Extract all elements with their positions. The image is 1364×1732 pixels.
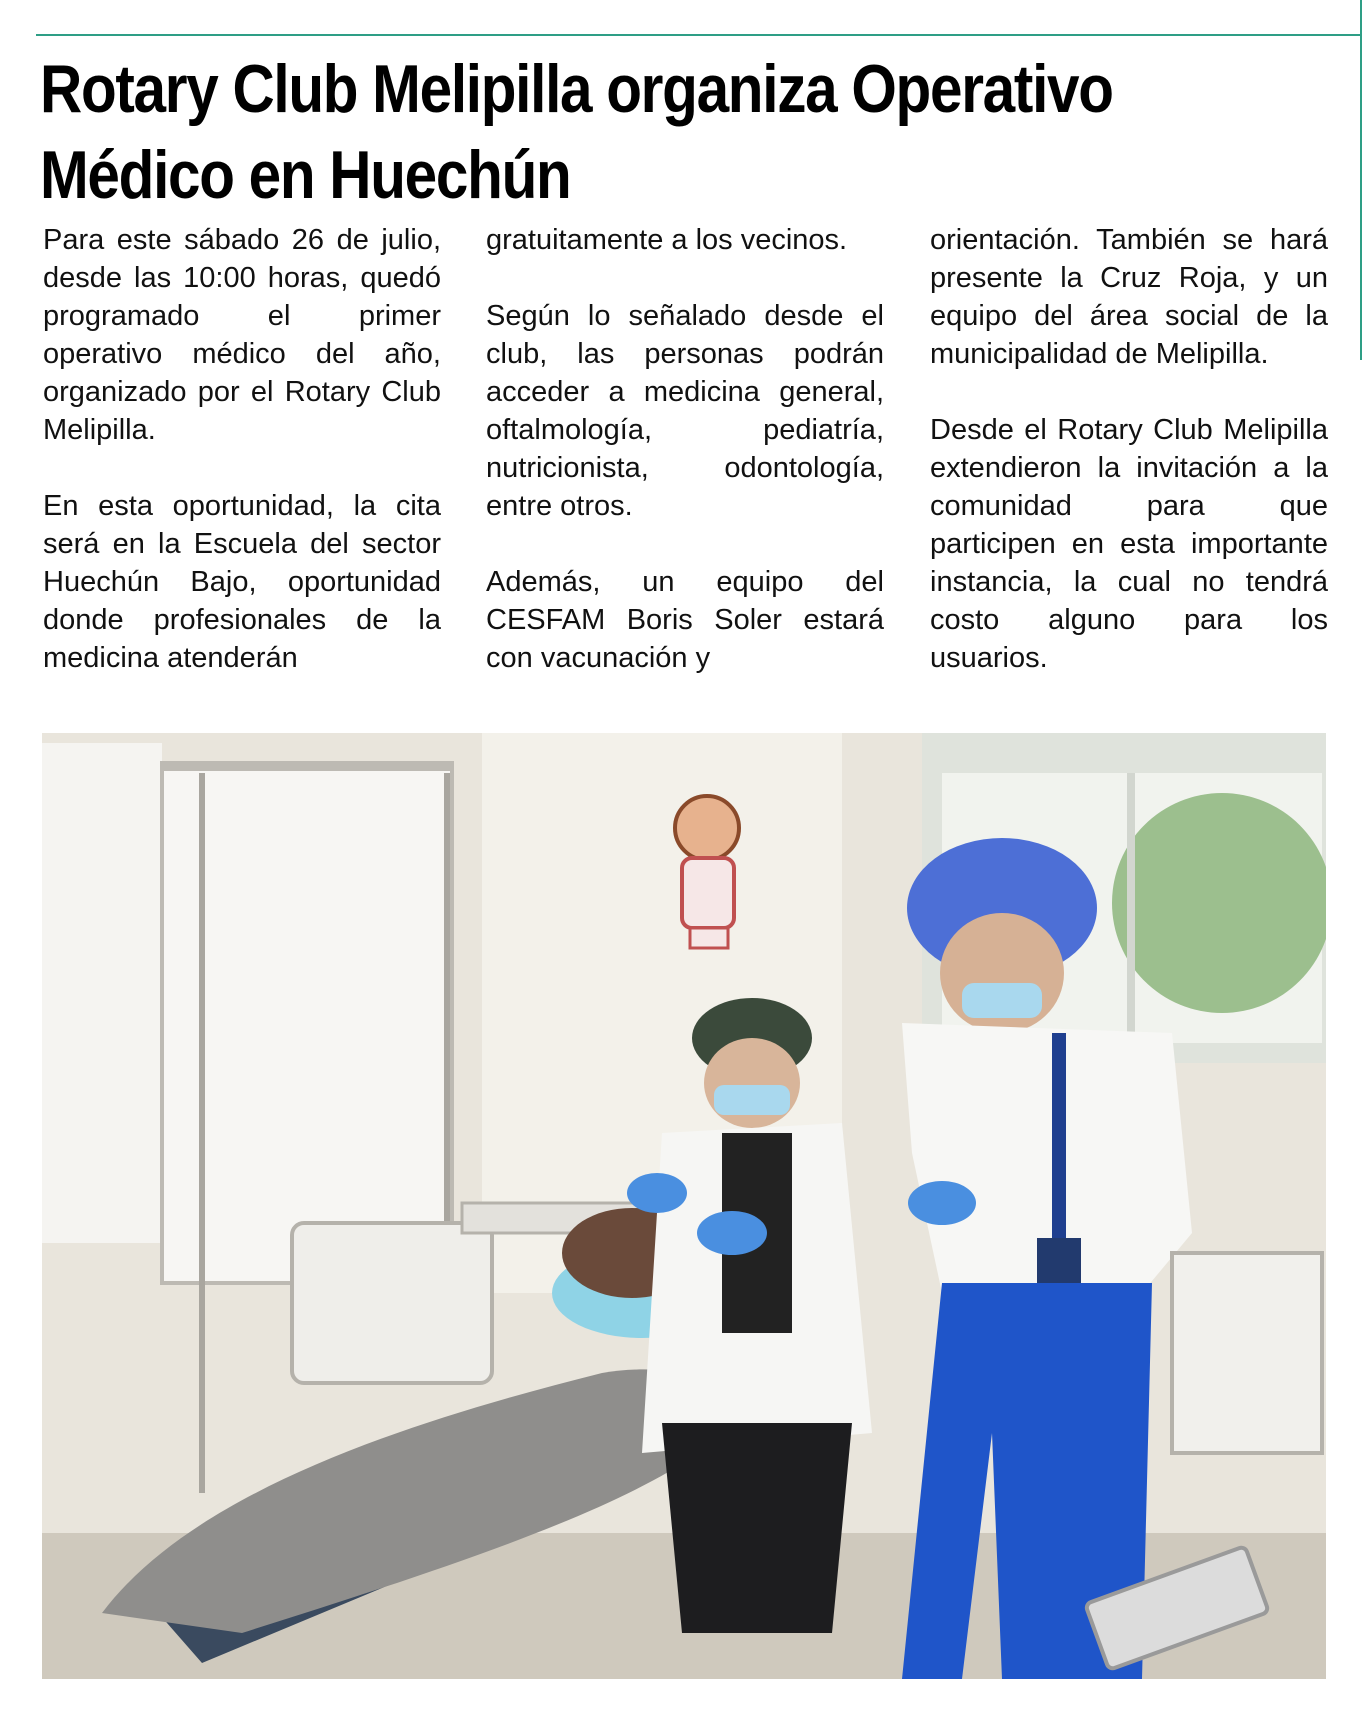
article-column-3 bbox=[930, 221, 1328, 677]
tree-foliage bbox=[1112, 793, 1326, 1013]
top-rule bbox=[36, 34, 1362, 36]
window-mullion bbox=[1127, 773, 1135, 1043]
paragraph: Además, un equipo del CESFAM Boris Soler estará con vacunación y bbox=[486, 566, 884, 674]
wall-angel-decoration bbox=[675, 796, 739, 948]
dentist-trousers bbox=[662, 1423, 852, 1633]
article-photo bbox=[42, 733, 1326, 1679]
dentist-glove bbox=[697, 1211, 767, 1255]
assistant-lanyard bbox=[1052, 1033, 1066, 1253]
right-rule bbox=[1360, 0, 1362, 360]
screen-curtain-left bbox=[42, 743, 162, 1243]
paragraph: gratuitamente a los vecinos. bbox=[486, 224, 848, 256]
assistant-mask bbox=[962, 983, 1042, 1018]
side-chair bbox=[1172, 1253, 1322, 1453]
dentist-glove bbox=[627, 1173, 687, 1213]
headline: Rotary Club Melipilla organiza Operativo Médico en Huechún bbox=[40, 51, 1113, 213]
paragraph: orientación. También se hará presente la Cruz Roja, y un equipo del área social de la municipalidad de Melipilla. bbox=[930, 224, 1328, 370]
screen-frame bbox=[162, 763, 452, 771]
dentist-mask bbox=[714, 1085, 790, 1115]
paragraph: Desde el Rotary Club Melipilla extendieron la invitación a la comunidad para que participen en esta importante instancia, la cual no tendrá costo alguno para los usuarios. bbox=[930, 414, 1328, 674]
dental-checkup-illustration bbox=[42, 733, 1326, 1679]
screen-curtain bbox=[162, 763, 452, 1283]
article-column-1 bbox=[43, 221, 441, 677]
dental-unit bbox=[292, 1223, 492, 1383]
article-column-2 bbox=[486, 221, 884, 677]
assistant-glove bbox=[908, 1181, 976, 1225]
paragraph: En esta oportunidad, la cita será en la Escuela del sector Huechún Bajo, oportunidad donde profesionales de la medicina atenderán bbox=[43, 490, 441, 674]
paragraph: Para este sábado 26 de julio, desde las 10:00 horas, quedó programado el primer operativo médico del año, organizado por el Rotary Club Melipilla. bbox=[43, 224, 441, 446]
paragraph: Según lo señalado desde el club, las personas podrán acceder a medicina general, oftalmología, pediatría, nutricionista, odontología, entre otros. bbox=[486, 300, 884, 522]
